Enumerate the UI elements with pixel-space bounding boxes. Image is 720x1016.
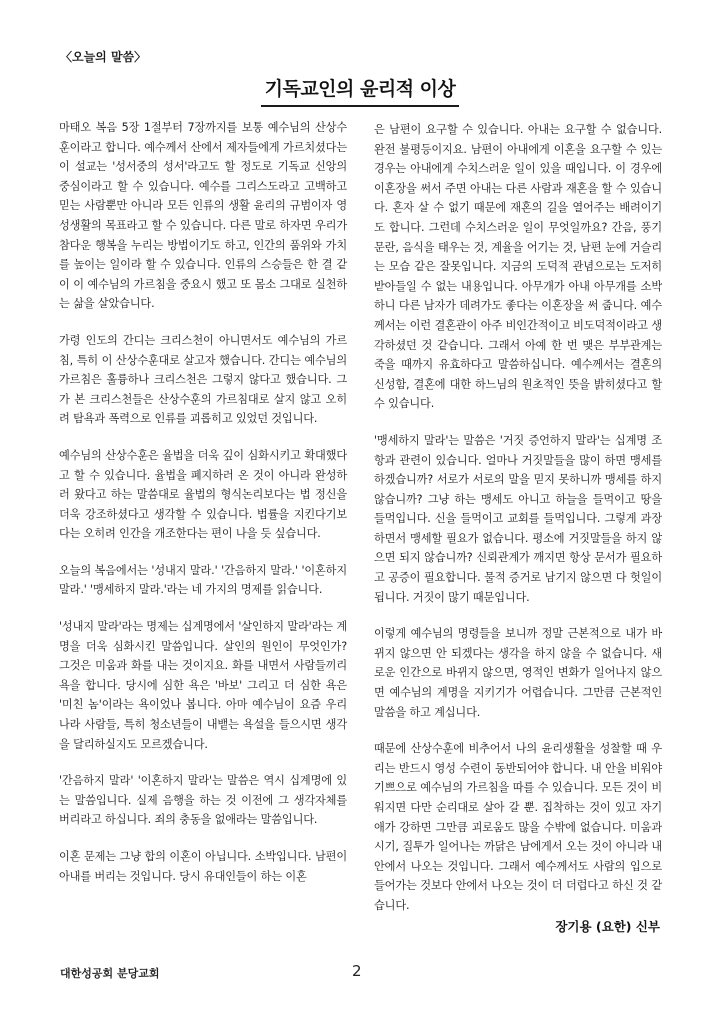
paragraph: 오늘의 복음에서는 '성내지 말라.' '간음하지 말라.' '이혼하지 말라.' '맹세하지 말라.'라는 네 가지의 명제를 읽습니다. bbox=[59, 563, 347, 597]
page-number: 2 bbox=[352, 962, 362, 980]
paragraph: '간음하지 말라' '이혼하지 말라'는 말씀은 역시 십계명에 있는 말씀입니다. 실제 음행을 하는 것 이전에 그 생각자체를 버리라고 하십니다. 죄의 충동을 없애라는 말씀입니다. bbox=[59, 774, 347, 827]
paragraph: 이혼 문제는 그냥 합의 이혼이 아닙니다. 소박입니다. 남편이 아내를 버리는 것입니다. 당시 유대인들이 하는 이혼 bbox=[59, 850, 347, 883]
paragraph: 은 남편이 요구할 수 있습니다. 아내는 요구할 수 없습니다. 완전 불평등이지요. 남편이 아내에게 이혼을 요구할 수 있는 경우는 아내에게 수치스러운 일이 있을 때입니다. 이 경우에 이혼장을 써서 주면 아내는 다른 사람과 재혼을 할 수 있습니다. 혼자 살 수 없기 때문에 재혼의 길을 열어주는 배려이기도 합니다. 그런데 수치스러운 일이 무엇일까요? 간음, 풍기문란, 음식을 태우는 것, 계율을 어기는 것, 남편 눈에 거슬리는 모습 같은 잘못입니다. 지금의 도덕적 관념으로는 도저히 받아들일 수 없는 내용입니다. 아무개가 아내 아무개를 소박하니 다른 남자가 데려가도 좋다는 이혼장을 써 줍니다. 예수께서는 이런 결혼관이 아주 비인간적이고 비도덕적이라고 생각하셨던 것 같습니다. 그래서 아예 한 번 맺은 부부관계는 죽을 때까지 유효하다고 말씀하십니다. 예수께서는 결혼의 신성함, 결혼에 대한 하느님의 원초적인 뜻을 밝히셨다고 할 수 있습니다. bbox=[374, 123, 662, 411]
right-column bbox=[374, 120, 662, 933]
author-signature: 장기용 (요한) 신부 bbox=[555, 919, 660, 934]
paragraph: 예수님의 산상수훈은 율법을 더욱 깊이 심화시키고 확대했다고 할 수 있습니다. 율법을 폐지하러 온 것이 아니라 완성하러 왔다고 하는 말씀대로 율법의 형식논리보다는 법 정신을 더욱 강조하셨다고 생각할 수 있습니다. 법률을 지킨다기보다는 오히려 인간을 개조한다는 편이 나을 듯 싶습니다. bbox=[59, 448, 347, 541]
paragraph: 가령 인도의 간디는 크리스천이 아니면서도 예수님의 가르침, 특히 이 산상수훈대로 살고자 했습니다. 간디는 예수님의 가르침은 훌륭하나 크리스천은 그렇지 않다고 했습니다. 그가 본 크리스천들은 산상수훈의 가르침대로 살지 않고 오히려 탐욕과 폭력으로 인류를 괴롭히고 있었던 것입니다. bbox=[59, 333, 347, 426]
left-column bbox=[59, 118, 347, 903]
title-wrapper bbox=[0, 74, 720, 107]
paragraph: 마태오 복음 5장 1절부터 7장까지를 보통 예수님의 산상수훈이라고 합니다. 예수께서 산에서 제자들에게 가르치셨다는 이 설교는 '성서중의 성서'라고도 할 정도로 기독교 신앙의 중심이라고 할 수 있습니다. 예수를 그리스도라고 고백하고 믿는 사람뿐만 아니라 모든 인류의 생활 윤리의 규범이자 영성생활의 목표라고 할 수 있습니다. 다른 말로 하자면 우리가 참다운 행복을 누리는 방법이기도 하고, 인간의 품위와 가치를 높이는 일이라 할 수 있습니다. 인류의 스승들은 한 결 같이 이 예수님의 가르침을 중요시 했고 또 몸소 그대로 실천하는 삶을 살았습니다. bbox=[59, 121, 347, 311]
footer-parish-name: 대한성공회 분당교회 bbox=[60, 967, 160, 980]
paragraph: '맹세하지 말라'는 말씀은 '거짓 증언하지 말라'는 십계명 조항과 관련이 있습니다. 얼마나 거짓말들을 많이 하면 맹세를 하겠습니까? 서로가 서로의 말을 믿지 못하니까 맹세를 하지 않습니까? 그냥 하는 맹세도 아니고 하늘을 들먹이고 땅을 들먹입니다. 신을 들먹이고 교회를 들먹입니다. 그렇게 과장하면서 맹세할 필요가 없습니다. 평소에 거짓말들을 하지 않으면 되지 않습니까? 신뢰관계가 깨지면 항상 문서가 필요하고 공증이 필요합니다. 물적 증거로 남기지 않으면 다 헛일이 됩니다. 거짓이 많기 때문입니다. bbox=[374, 433, 662, 604]
paragraph: 이렇게 예수님의 명령들을 보니까 정말 근본적으로 내가 바뀌지 않으면 안 되겠다는 생각을 하지 않을 수 없습니다. 새로운 인간으로 바뀌지 않으면, 영적인 변화가 일어나지 않으면 예수님의 계명을 지키기가 어렵습니다. 그만큼 근본적인 말씀을 하고 계십니다. bbox=[374, 627, 662, 719]
paragraph: '성내지 말라'라는 명제는 십계명에서 '살인하지 말라'라는 계명을 더욱 심화시킨 말씀입니다. 살인의 원인이 무엇인가? 그것은 미움과 화를 내는 것이지요. 화를 내면서 사람들끼리 욕을 합니다. 당시에 심한 욕은 '바보' 그리고 더 심한 욕은 '미친 놈'이라는 욕이었나 봅니다. 아마 예수님이 요즘 우리나라 사람들, 특히 청소년들이 내뱉는 욕설을 들으시면 생각을 달리하실지도 모르겠습니다. bbox=[59, 620, 347, 751]
paragraph: 때문에 산상수훈에 비추어서 나의 윤리생활을 성찰할 때 우리는 반드시 영성 수련이 동반되어야 합니다. 내 안을 비워야 기쁘으로 예수님의 가르침을 따를 수 있습니다. 모든 것이 비워지면 다만 순리대로 살아 갈 뿐. 집착하는 것이 있고 자기애가 강하면 그만큼 괴로움도 많을 수밖에 없습니다. 미움과 시기, 질투가 일어나는 까닭은 남에게서 오는 것이 아니라 내 안에서 나오는 것입니다. 그래서 예수께서도 사람의 입으로 들어가는 것보다 안에서 나오는 것이 더 더럽다고 하신 것 같습니다. bbox=[374, 742, 662, 912]
article-title: 기독교인의 윤리적 이상 bbox=[261, 74, 460, 107]
section-label: 〈오늘의 말씀〉 bbox=[60, 50, 147, 64]
